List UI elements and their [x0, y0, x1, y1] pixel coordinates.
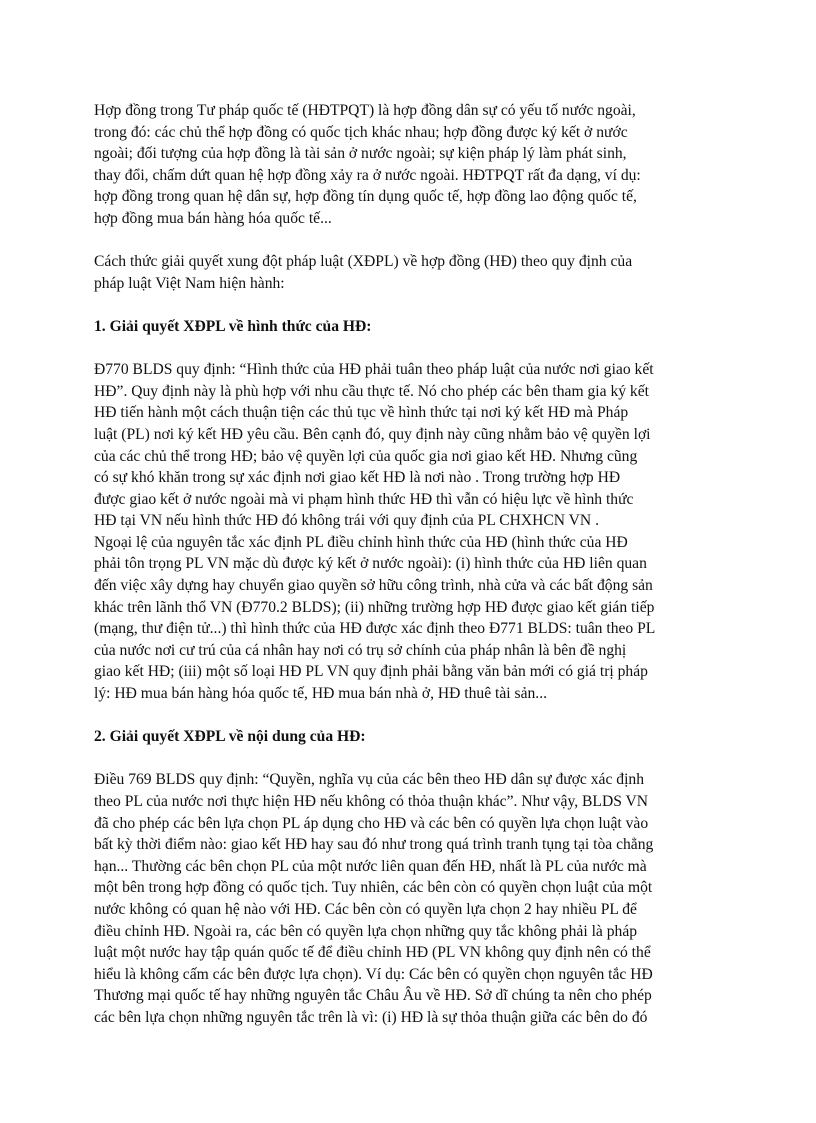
section1-paragraph [94, 359, 726, 705]
section2-line: bất kỳ thời điểm nào: giao kết HĐ hay sau đó như trong quá trình tranh tụng tại tòa chẳng [94, 836, 654, 854]
section2-paragraph [94, 769, 726, 1028]
intro-line: Hợp đồng trong Tư pháp quốc tế (HĐTPQT) là hợp đồng dân sự có yếu tố nước ngoài, [94, 102, 636, 119]
intro-paragraph [94, 100, 726, 230]
section2-line: Thương mại quốc tế hay những nguyên tắc Châu Âu về HĐ. Sở dĩ chúng ta nên cho phép [94, 987, 652, 1005]
section1-line: khác trên lãnh thổ VN (Đ770.2 BLDS); (ii) những trường hợp HĐ được giao kết gián tiếp [94, 598, 655, 616]
section2-heading: 2. Giải quyết XĐPL về nội dung của HĐ: [94, 728, 366, 746]
intro-line: hợp đồng mua bán hàng hóa quốc tế... [94, 209, 332, 227]
method-paragraph [94, 251, 726, 294]
section2-line: Điều 769 BLDS quy định: “Quyền, nghĩa vụ của các bên theo HĐ dân sự được xác định [94, 771, 645, 789]
intro-line: ngoài; đối tượng của hợp đồng là tài sản ở nước ngoài; sự kiện pháp lý làm phát sinh, [94, 145, 627, 163]
paragraph-gap [94, 230, 726, 252]
section1-line: được giao kết ở nước ngoài mà vi phạm hình thức HĐ thì vẫn có hiệu lực về hình thức [94, 490, 634, 508]
section1-line: Đ770 BLDS quy định: “Hình thức của HĐ phải tuân theo pháp luật của nước nơi giao kết [94, 361, 654, 379]
method-line: Cách thức giải quyết xung đột pháp luật (XĐPL) về hợp đồng (HĐ) theo quy định của [94, 253, 633, 271]
section1-line: HĐ tại VN nếu hình thức HĐ đó không trái với quy định của PL CHXHCN VN . [94, 512, 599, 530]
section2-line: hạn... Thường các bên chọn PL của một nước liên quan đến HĐ, nhất là PL của nước mà [94, 857, 647, 875]
section1-line: Ngoại lệ của nguyên tắc xác định PL điều chỉnh hình thức của HĐ (hình thức của HĐ [94, 533, 628, 551]
section1-line: của các chủ thể trong HĐ; bảo vệ quyền lợi của quốc gia nơi giao kết HĐ. Nhưng cũng [94, 447, 638, 465]
section1-line: phải tôn trọng PL VN mặc dù được ký kết ở nước ngoài): (i) hình thức của HĐ liên quan [94, 555, 647, 573]
section1-line: HĐ tiến hành một cách thuận tiện các thủ tục về hình thức tại nơi ký kết HĐ mà Pháp [94, 404, 629, 422]
section1-line: lý: HĐ mua bán hàng hóa quốc tế, HĐ mua bán nhà ở, HĐ thuê tài sản... [94, 685, 547, 703]
section1-line: HĐ”. Quy định này là phù hợp với nhu cầu thực tế. Nó cho phép các bên tham gia ký kết [94, 382, 649, 400]
section2-line: các bên lựa chọn những nguyên tắc trên là vì: (i) HĐ là sự thỏa thuận giữa các bên do đó [94, 1008, 648, 1026]
section2-line: điều chỉnh HĐ. Ngoài ra, các bên có quyền lựa chọn những quy tắc không phải là pháp [94, 922, 638, 940]
section2-line: đã cho phép các bên lựa chọn PL áp dụng cho HĐ và các bên có quyền lựa chọn luật vào [94, 814, 649, 832]
section1-line: đến việc xây dựng hay chuyển giao quyền sở hữu công trình, nhà cửa và các bất động sản [94, 577, 653, 595]
paragraph-gap [94, 294, 726, 316]
section2-line: hiểu là không cấm các bên được lựa chọn). Ví dụ: Các bên có quyền chọn nguyên tắc HĐ [94, 965, 653, 983]
section1-line: của nước nơi cư trú của cá nhân hay nơi có trụ sở chính của pháp nhân là bên đề nghị [94, 641, 627, 659]
paragraph-gap [94, 705, 726, 727]
section1-heading: 1. Giải quyết XĐPL về hình thức của HĐ: [94, 317, 372, 335]
intro-line: hợp đồng trong quan hệ dân sự, hợp đồng tín dụng quốc tế, hợp đồng lao động quốc tế, [94, 188, 637, 206]
section1-line: giao kết HĐ; (iii) một số loại HĐ PL VN quy định phải bằng văn bản mới có giá trị pháp [94, 663, 648, 681]
section2-line: một bên trong hợp đồng có quốc tịch. Tuy nhiên, các bên còn có quyền chọn luật của một [94, 879, 653, 897]
section2-line: luật một nước hay tập quán quốc tế để điều chỉnh HĐ (PL VN không quy định nên có thể [94, 944, 651, 962]
section2-line: nước không có quan hệ nào với HĐ. Các bên còn có quyền lựa chọn 2 hay nhiều PL để [94, 900, 637, 918]
paragraph-gap [94, 338, 726, 360]
section2-line: theo PL của nước nơi thực hiện HĐ nếu không có thỏa thuận khác”. Như vậy, BLDS VN [94, 793, 649, 810]
section1-line: (mạng, thư điện tử...) thì hình thức của HĐ được xác định theo Đ771 BLDS: tuân theo PL [94, 620, 656, 638]
intro-line: trong đó: các chủ thể hợp đồng có quốc tịch khác nhau; hợp đồng được ký kết ở nước [94, 123, 628, 141]
method-line: pháp luật Việt Nam hiện hành: [94, 274, 285, 292]
section1-line: có sự khó khăn trong sự xác định nơi giao kết HĐ là nơi nào . Trong trường hợp HĐ [94, 469, 621, 487]
section1-line: luật (PL) nơi ký kết HĐ yêu cầu. Bên cạnh đó, quy định này cũng nhằm bảo vệ quyền lợi [94, 425, 651, 443]
paragraph-gap [94, 748, 726, 770]
document-body [94, 100, 726, 1029]
intro-line: thay đổi, chấm dứt quan hệ hợp đồng xảy ra ở nước ngoài. HĐTPQT rất đa dạng, ví dụ: [94, 166, 641, 184]
